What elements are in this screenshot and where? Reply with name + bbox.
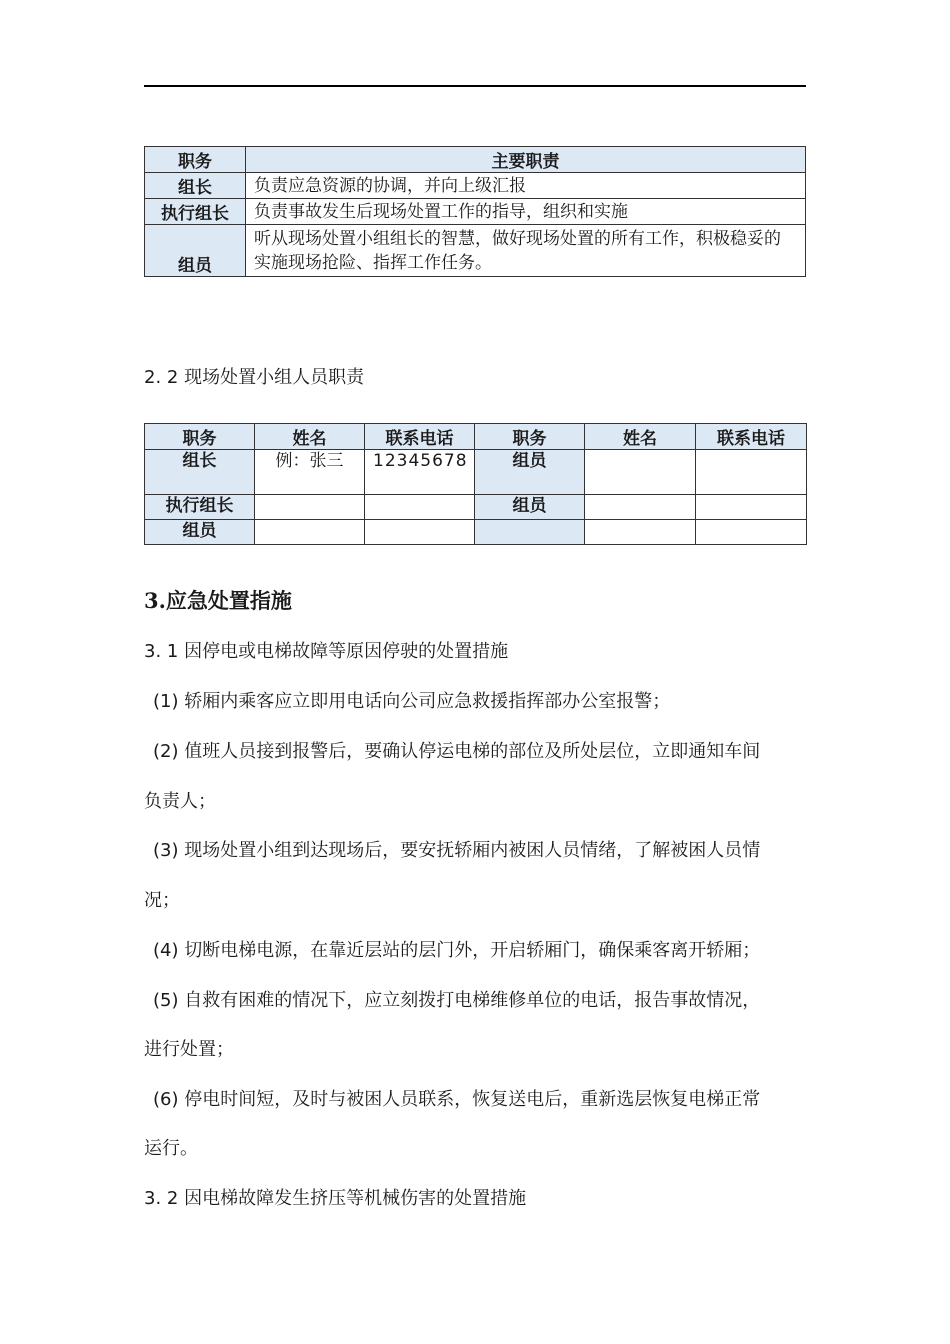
role-cell: 执行组长: [145, 495, 255, 520]
table-row: [145, 199, 806, 225]
measure-line: 况；: [144, 890, 180, 911]
member-table: [144, 423, 807, 545]
role-cell: 组长: [145, 173, 246, 199]
duty-cell: 负责应急资源的协调，并向上级汇报: [246, 173, 806, 199]
duty-cell: 听从现场处置小组组长的智慧，做好现场处置的所有工作，积极稳妥的实施现场抢险、指挥工作任务。: [246, 225, 806, 277]
header-duty: 主要职责: [246, 147, 806, 173]
header-rule: [144, 85, 806, 87]
section-heading-3-2: 3. 2 因电梯故障发生挤压等机械伤害的处置措施: [144, 1188, 527, 1209]
table-row: [145, 173, 806, 199]
role-cell: 组员: [475, 450, 585, 495]
header-role: 职务: [145, 147, 246, 173]
name-cell: 例：张三: [255, 450, 365, 495]
header-name: 姓名: [585, 424, 696, 450]
section-heading-2-2: 2. 2 现场处置小组人员职责: [144, 367, 365, 388]
duty-cell: 负责事故发生后现场处置工作的指导，组织和实施: [246, 199, 806, 225]
name-cell: [585, 520, 696, 545]
table-header-row: [145, 424, 807, 450]
measure-line: 负责人；: [144, 791, 216, 812]
role-cell: 组员: [145, 225, 246, 277]
measure-line: (6) 停电时间短，及时与被困人员联系，恢复送电后，重新选层恢复电梯正常: [153, 1089, 761, 1110]
name-cell: [255, 495, 365, 520]
role-cell: 组长: [145, 450, 255, 495]
phone-cell: [696, 520, 807, 545]
header-phone: 联系电话: [696, 424, 807, 450]
name-cell: [585, 450, 696, 495]
phone-cell: [696, 450, 807, 495]
measure-line: 运行。: [144, 1138, 198, 1159]
duty-table: [144, 146, 806, 277]
role-cell: 组员: [145, 520, 255, 545]
section-heading-3-1: 3. 1 因停电或电梯故障等原因停驶的处置措施: [144, 641, 509, 662]
header-role: 职务: [145, 424, 255, 450]
role-cell: [475, 520, 585, 545]
table-row: [145, 495, 807, 520]
section-title-3: 3.应急处置指施: [144, 588, 292, 613]
phone-cell: [696, 495, 807, 520]
header-phone: 联系电话: [365, 424, 475, 450]
name-cell: [585, 495, 696, 520]
phone-cell: [365, 520, 475, 545]
table-header-row: [145, 147, 806, 173]
header-name: 姓名: [255, 424, 365, 450]
phone-cell: [365, 495, 475, 520]
table-row: [145, 225, 806, 277]
name-cell: [255, 520, 365, 545]
measure-line: (4) 切断电梯电源，在靠近层站的层门外，开启轿厢门，确保乘客离开轿厢；: [153, 940, 761, 961]
measure-line: (3) 现场处置小组到达现场后，要安抚轿厢内被困人员情绪，了解被困人员情: [153, 840, 761, 861]
header-role: 职务: [475, 424, 585, 450]
phone-cell: 12345678: [365, 450, 475, 495]
measure-line: (2) 值班人员接到报警后，要确认停运电梯的部位及所处层位，立即通知车间: [153, 741, 761, 762]
measure-line: (5) 自救有困难的情况下，应立刻拨打电梯维修单位的电话，报告事故情况，: [153, 990, 761, 1011]
role-cell: 执行组长: [145, 199, 246, 225]
table-row: [145, 520, 807, 545]
role-cell: 组员: [475, 495, 585, 520]
measure-line: (1) 轿厢内乘客应立即用电话向公司应急救援指挥部办公室报警；: [153, 691, 671, 712]
measure-line: 进行处置；: [144, 1039, 234, 1060]
table-row: [145, 450, 807, 495]
